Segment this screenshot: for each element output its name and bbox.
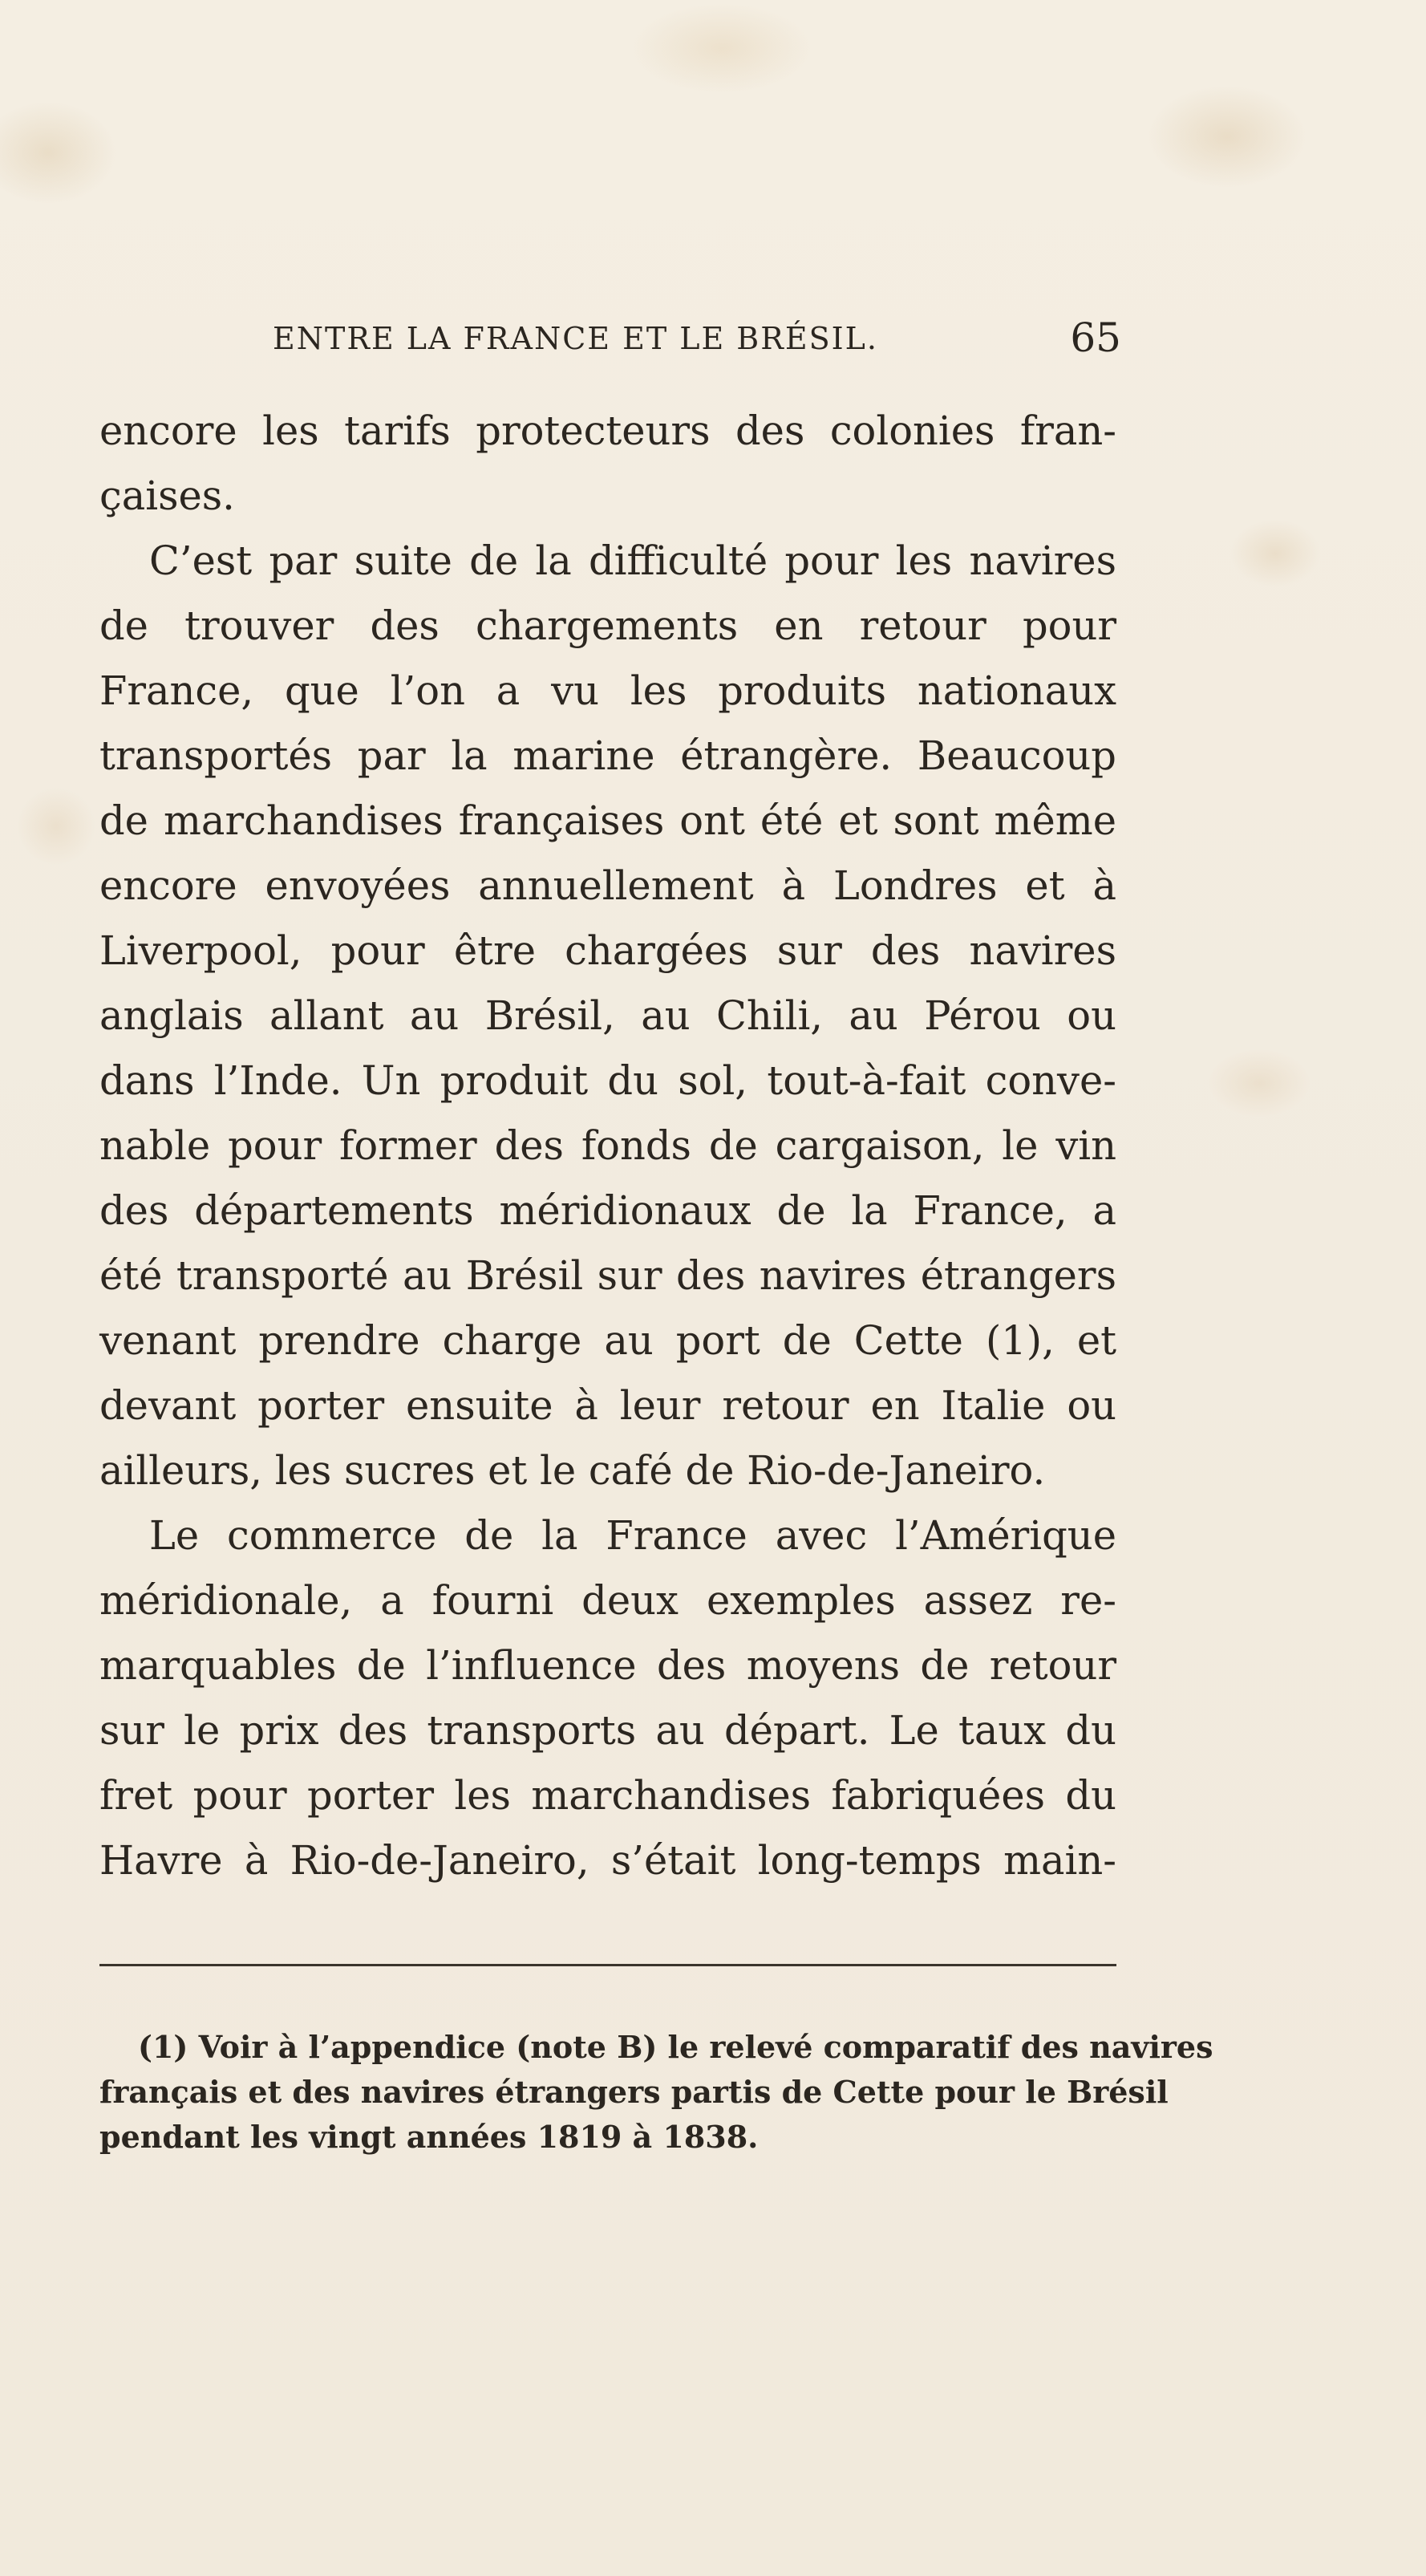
text-line: transportés par la marine étrangère. Beaucoup: [99, 732, 1116, 779]
text-line: venant prendre charge au port de Cette (1), et: [99, 1317, 1116, 1364]
main-text: [99, 399, 1116, 1893]
text-line: anglais allant au Brésil, au Chili, au Pérou ou: [99, 992, 1116, 1039]
text-line: France, que l’on a vu les produits nationaux: [99, 667, 1116, 714]
text-line: de marchandises françaises ont été et sont même: [99, 797, 1116, 844]
text-line: de trouver des chargements en retour pour: [99, 602, 1116, 649]
text-line: des départements méridionaux de la France, a: [99, 1187, 1116, 1234]
footnote-divider: [99, 1964, 1116, 1966]
text-line: marquables de l’influence des moyens de retour: [99, 1642, 1116, 1689]
footnote-line: français et des navires étrangers partis de Cette pour le Brésil: [99, 2074, 1169, 2110]
paragraph-1: [99, 399, 1116, 529]
paragraph-2: [99, 529, 1116, 1503]
text-line: encore les tarifs protecteurs des colonies fran-: [99, 408, 1116, 454]
footnote: [99, 2025, 1213, 2160]
text-line: méridionale, a fourni deux exemples assez re-: [99, 1577, 1116, 1624]
text-line: Liverpool, pour être chargées sur des navires: [99, 927, 1116, 974]
text-line: çaises.: [99, 473, 235, 519]
text-line: nable pour former des fonds de cargaison, le vin: [99, 1122, 1116, 1169]
text-line: Havre à Rio-de-Janeiro, s’était long-temps main-: [99, 1837, 1116, 1884]
paragraph-3: [99, 1503, 1116, 1893]
text-line: été transporté au Brésil sur des navires étrangers: [99, 1252, 1116, 1299]
text-line: devant porter ensuite à leur retour en Italie ou: [99, 1382, 1116, 1429]
text-line: ailleurs, les sucres et le café de Rio-de-Janeiro.: [99, 1447, 1046, 1494]
page-number: 65: [1070, 314, 1121, 361]
text-line: C’est par suite de la difficulté pour les navires: [149, 538, 1116, 584]
footnote-line: pendant les vingt années 1819 à 1838.: [99, 2119, 759, 2155]
text-line: fret pour porter les marchandises fabriquées du: [99, 1772, 1116, 1819]
text-line: sur le prix des transports au départ. Le taux du: [99, 1707, 1116, 1754]
text-line: Le commerce de la France avec l’Amérique: [149, 1512, 1116, 1559]
running-header: ENTRE LA FRANCE ET LE BRÉSIL.: [273, 321, 878, 356]
text-line: encore envoyées annuellement à Londres et à: [99, 862, 1116, 909]
footnote-line: (1) Voir à l’appendice (note B) le relevé comparatif des navires: [138, 2029, 1213, 2065]
text-line: dans l’Inde. Un produit du sol, tout-à-fait conve-: [99, 1057, 1116, 1104]
